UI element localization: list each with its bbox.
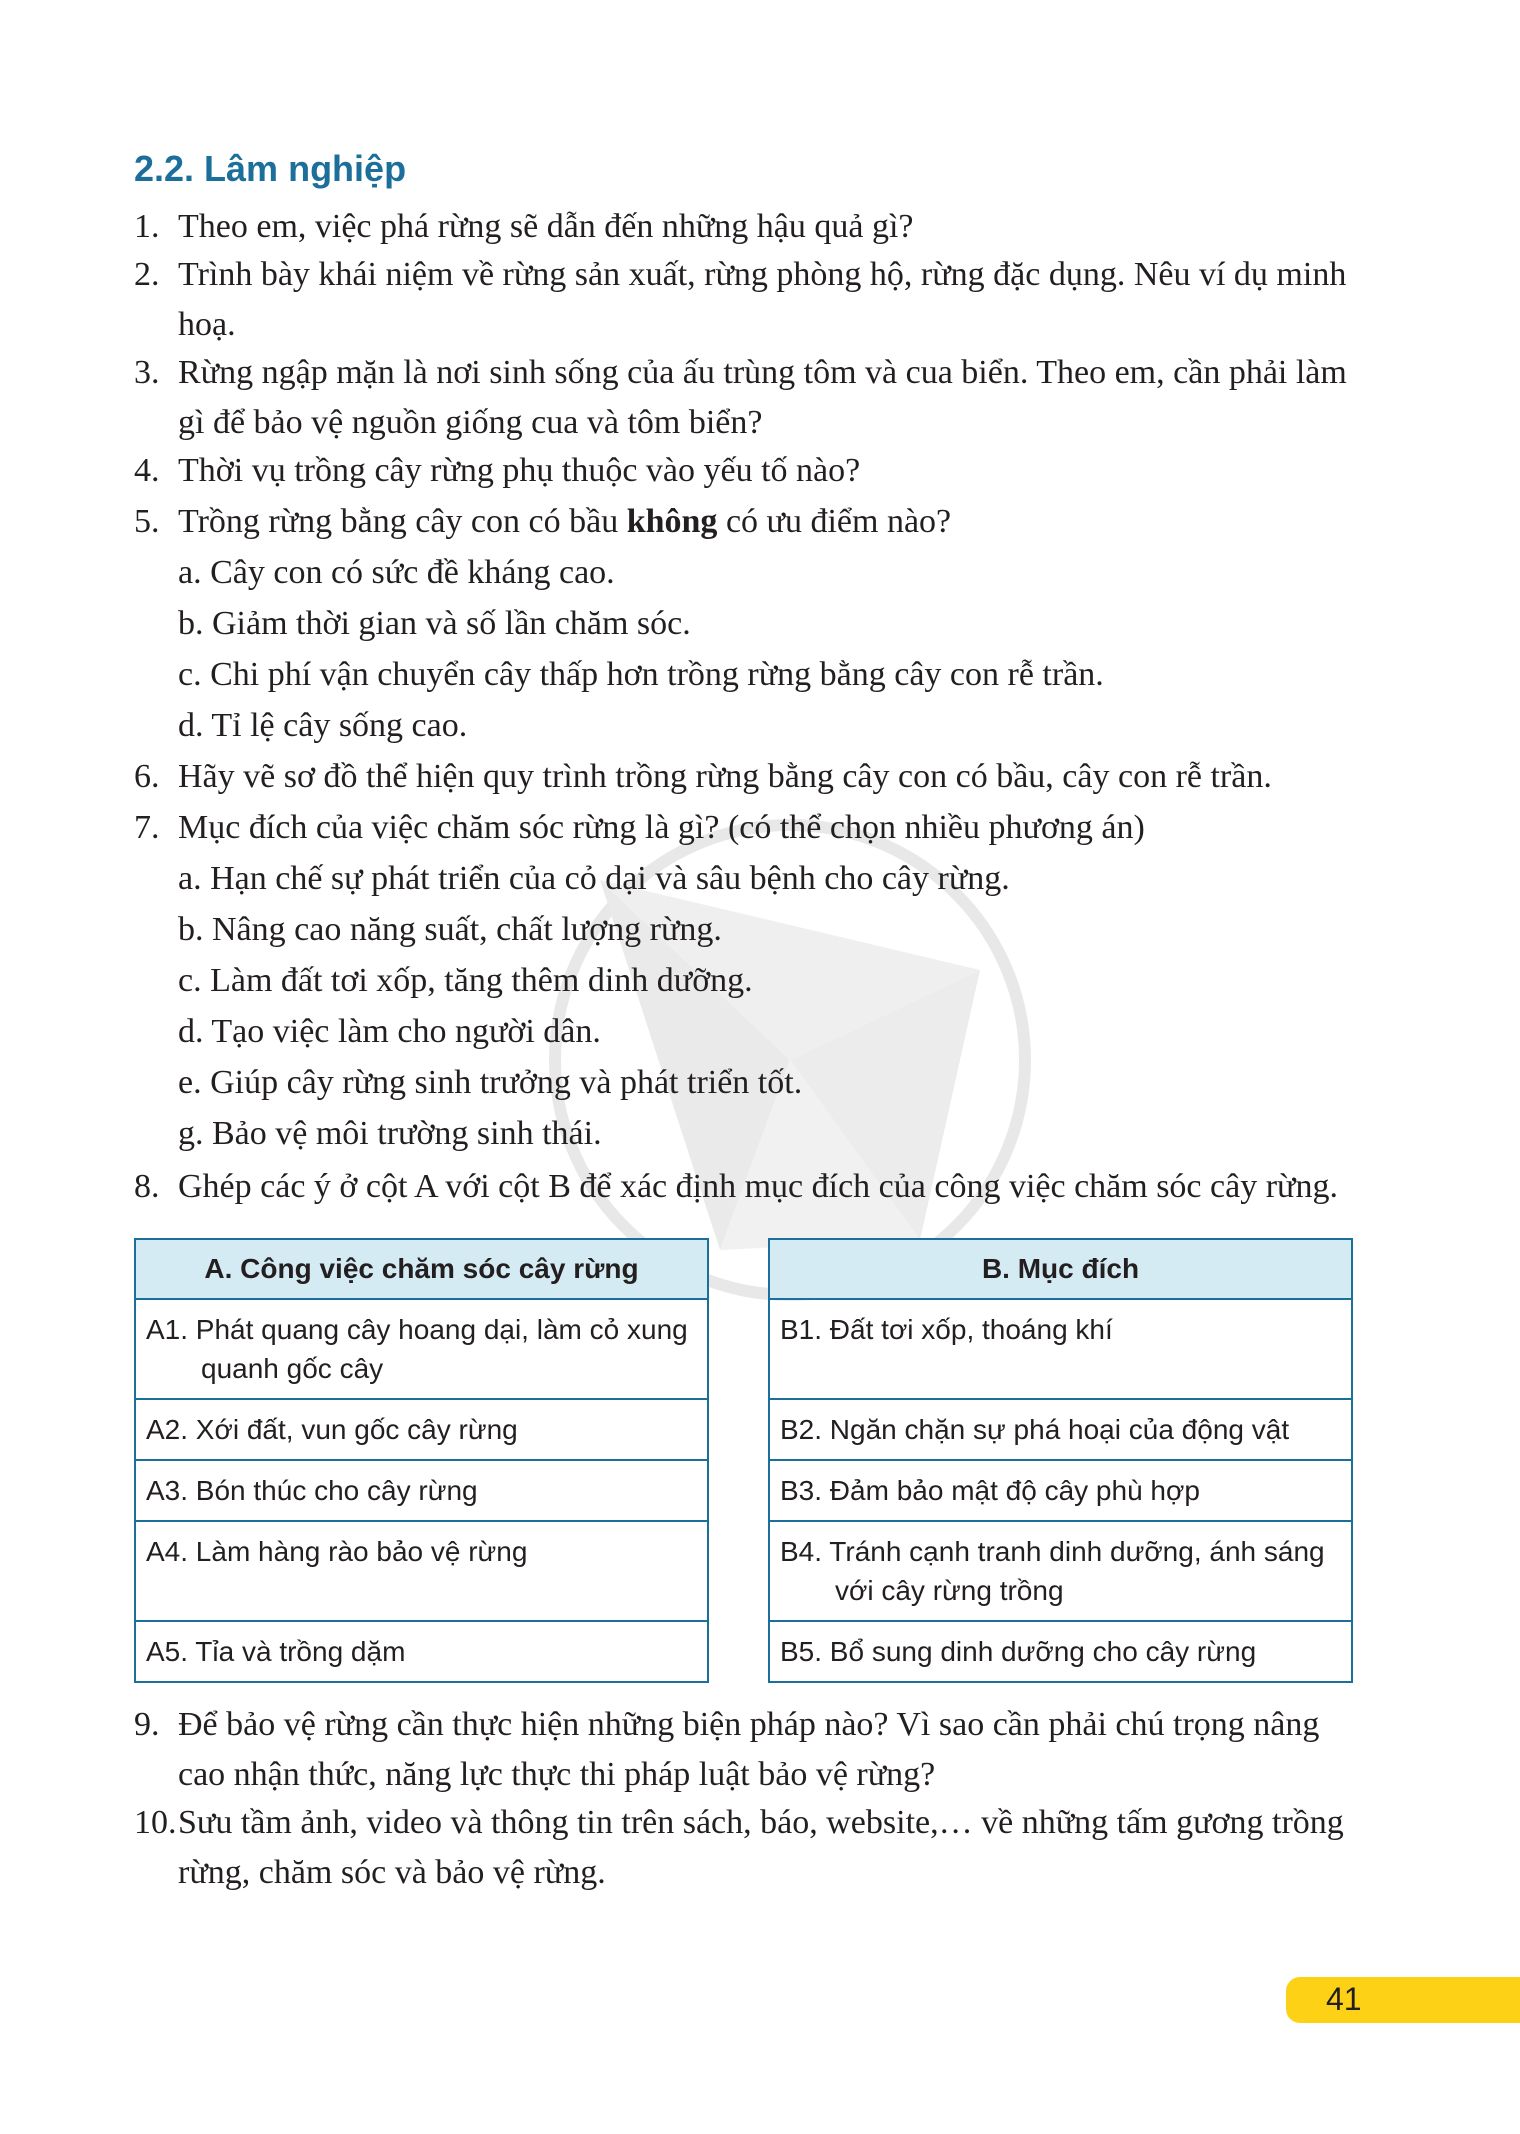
column-b-table bbox=[768, 1238, 1353, 1683]
question-9 bbox=[134, 1700, 1359, 1800]
question-number: 9. bbox=[134, 1706, 160, 1743]
cell-text: A3. Bón thúc cho cây rừng bbox=[146, 1475, 478, 1506]
question-text: Sưu tầm ảnh, video và thông tin trên sách, báo, website,… về những tấm gương trồng rừng, chăm sóc và bảo vệ rừng. bbox=[178, 1804, 1344, 1891]
question-number: 2. bbox=[134, 256, 160, 293]
question-text: Trình bày khái niệm về rừng sản xuất, rừng phòng hộ, rừng đặc dụng. Nêu ví dụ minh hoạ. bbox=[178, 256, 1347, 343]
page-number: 41 bbox=[1326, 1981, 1362, 2017]
option-7a: a. Hạn chế sự phát triển của cỏ dại và sâu bệnh cho cây rừng. bbox=[178, 860, 1010, 897]
option-7e: e. Giúp cây rừng sinh trưởng và phát triển tốt. bbox=[178, 1064, 803, 1101]
question-number: 5. bbox=[134, 503, 160, 540]
cell-text: B5. Bổ sung dinh dưỡng cho cây rừng bbox=[780, 1636, 1257, 1667]
option-7b: b. Nâng cao năng suất, chất lượng rừng. bbox=[178, 911, 722, 948]
cell-text: B3. Đảm bảo mật độ cây phù hợp bbox=[780, 1475, 1200, 1506]
question-number: 4. bbox=[134, 452, 160, 489]
cell-text: B4. Tránh cạnh tranh dinh dưỡng, ánh sáng với cây rừng trồng bbox=[780, 1536, 1325, 1606]
column-a-table bbox=[134, 1238, 709, 1683]
question-number: 6. bbox=[134, 758, 160, 795]
table-cell bbox=[135, 1621, 708, 1682]
question-4 bbox=[134, 446, 1359, 496]
section-title: 2.2. Lâm nghiệp bbox=[134, 148, 407, 189]
question-number: 7. bbox=[134, 809, 160, 846]
question-7 bbox=[134, 803, 1359, 853]
question-number: 1. bbox=[134, 208, 160, 245]
question-text-part: có ưu điểm nào? bbox=[717, 503, 952, 540]
cell-text: B2. Ngăn chặn sự phá hoại của động vật bbox=[780, 1414, 1290, 1445]
question-number: 3. bbox=[134, 354, 160, 391]
question-text: Để bảo vệ rừng cần thực hiện những biện pháp nào? Vì sao cần phải chú trọng nâng cao nhận thức, năng lực thực thi pháp luật bảo vệ rừng? bbox=[178, 1706, 1320, 1793]
cell-text: A5. Tỉa và trồng dặm bbox=[146, 1636, 406, 1667]
question-text: Thời vụ trồng cây rừng phụ thuộc vào yếu tố nào? bbox=[178, 452, 861, 489]
table-cell bbox=[135, 1460, 708, 1521]
cell-text: A2. Xới đất, vun gốc cây rừng bbox=[146, 1414, 518, 1445]
table-cell bbox=[769, 1621, 1352, 1682]
question-1 bbox=[134, 202, 1359, 252]
option-7c: c. Làm đất tơi xốp, tăng thêm dinh dưỡng. bbox=[178, 962, 753, 999]
table-cell bbox=[135, 1299, 708, 1399]
option-5c: c. Chi phí vận chuyển cây thấp hơn trồng rừng bằng cây con rễ trần. bbox=[178, 656, 1104, 693]
option-5b: b. Giảm thời gian và số lần chăm sóc. bbox=[178, 605, 691, 642]
question-text: Hãy vẽ sơ đồ thể hiện quy trình trồng rừng bằng cây con có bầu, cây con rễ trần. bbox=[178, 758, 1272, 795]
question-number: 8. bbox=[134, 1168, 160, 1205]
option-7d: d. Tạo việc làm cho người dân. bbox=[178, 1013, 601, 1050]
question-text: Mục đích của việc chăm sóc rừng là gì? (có thể chọn nhiều phương án) bbox=[178, 809, 1145, 846]
table-cell bbox=[769, 1521, 1352, 1621]
cell-text: A1. Phát quang cây hoang dại, làm cỏ xung quanh gốc cây bbox=[146, 1314, 688, 1384]
column-b-header: B. Mục đích bbox=[769, 1239, 1352, 1299]
table-cell bbox=[769, 1399, 1352, 1460]
question-number: 10. bbox=[134, 1804, 177, 1841]
cell-text: A4. Làm hàng rào bảo vệ rừng bbox=[146, 1536, 528, 1567]
question-3 bbox=[134, 348, 1359, 448]
question-text-part: Trồng rừng bằng cây con có bầu bbox=[178, 503, 627, 540]
table-cell bbox=[769, 1460, 1352, 1521]
question-text: Ghép các ý ở cột A với cột B để xác định mục đích của công việc chăm sóc cây rừng. bbox=[178, 1168, 1338, 1205]
page-number-tab bbox=[1286, 1977, 1520, 2023]
question-8 bbox=[134, 1162, 1359, 1212]
question-6 bbox=[134, 752, 1359, 802]
question-10 bbox=[134, 1798, 1359, 1898]
option-5a: a. Cây con có sức đề kháng cao. bbox=[178, 554, 615, 591]
question-text: Theo em, việc phá rừng sẽ dẫn đến những hậu quả gì? bbox=[178, 208, 914, 245]
table-cell bbox=[769, 1299, 1352, 1399]
question-5 bbox=[134, 497, 1359, 547]
question-2 bbox=[134, 250, 1359, 350]
column-a-header: A. Công việc chăm sóc cây rừng bbox=[135, 1239, 708, 1299]
option-7g: g. Bảo vệ môi trường sinh thái. bbox=[178, 1115, 602, 1152]
question-text: Rừng ngập mặn là nơi sinh sống của ấu trùng tôm và cua biển. Theo em, cần phải làm gì để bảo vệ nguồn giống cua và tôm biển? bbox=[178, 354, 1347, 441]
cell-text: B1. Đất tơi xốp, thoáng khí bbox=[780, 1314, 1113, 1345]
question-text bbox=[178, 497, 1359, 547]
emphasis-word: không bbox=[626, 503, 718, 540]
option-5d: d. Tỉ lệ cây sống cao. bbox=[178, 707, 468, 744]
table-cell bbox=[135, 1399, 708, 1460]
table-cell bbox=[135, 1521, 708, 1621]
